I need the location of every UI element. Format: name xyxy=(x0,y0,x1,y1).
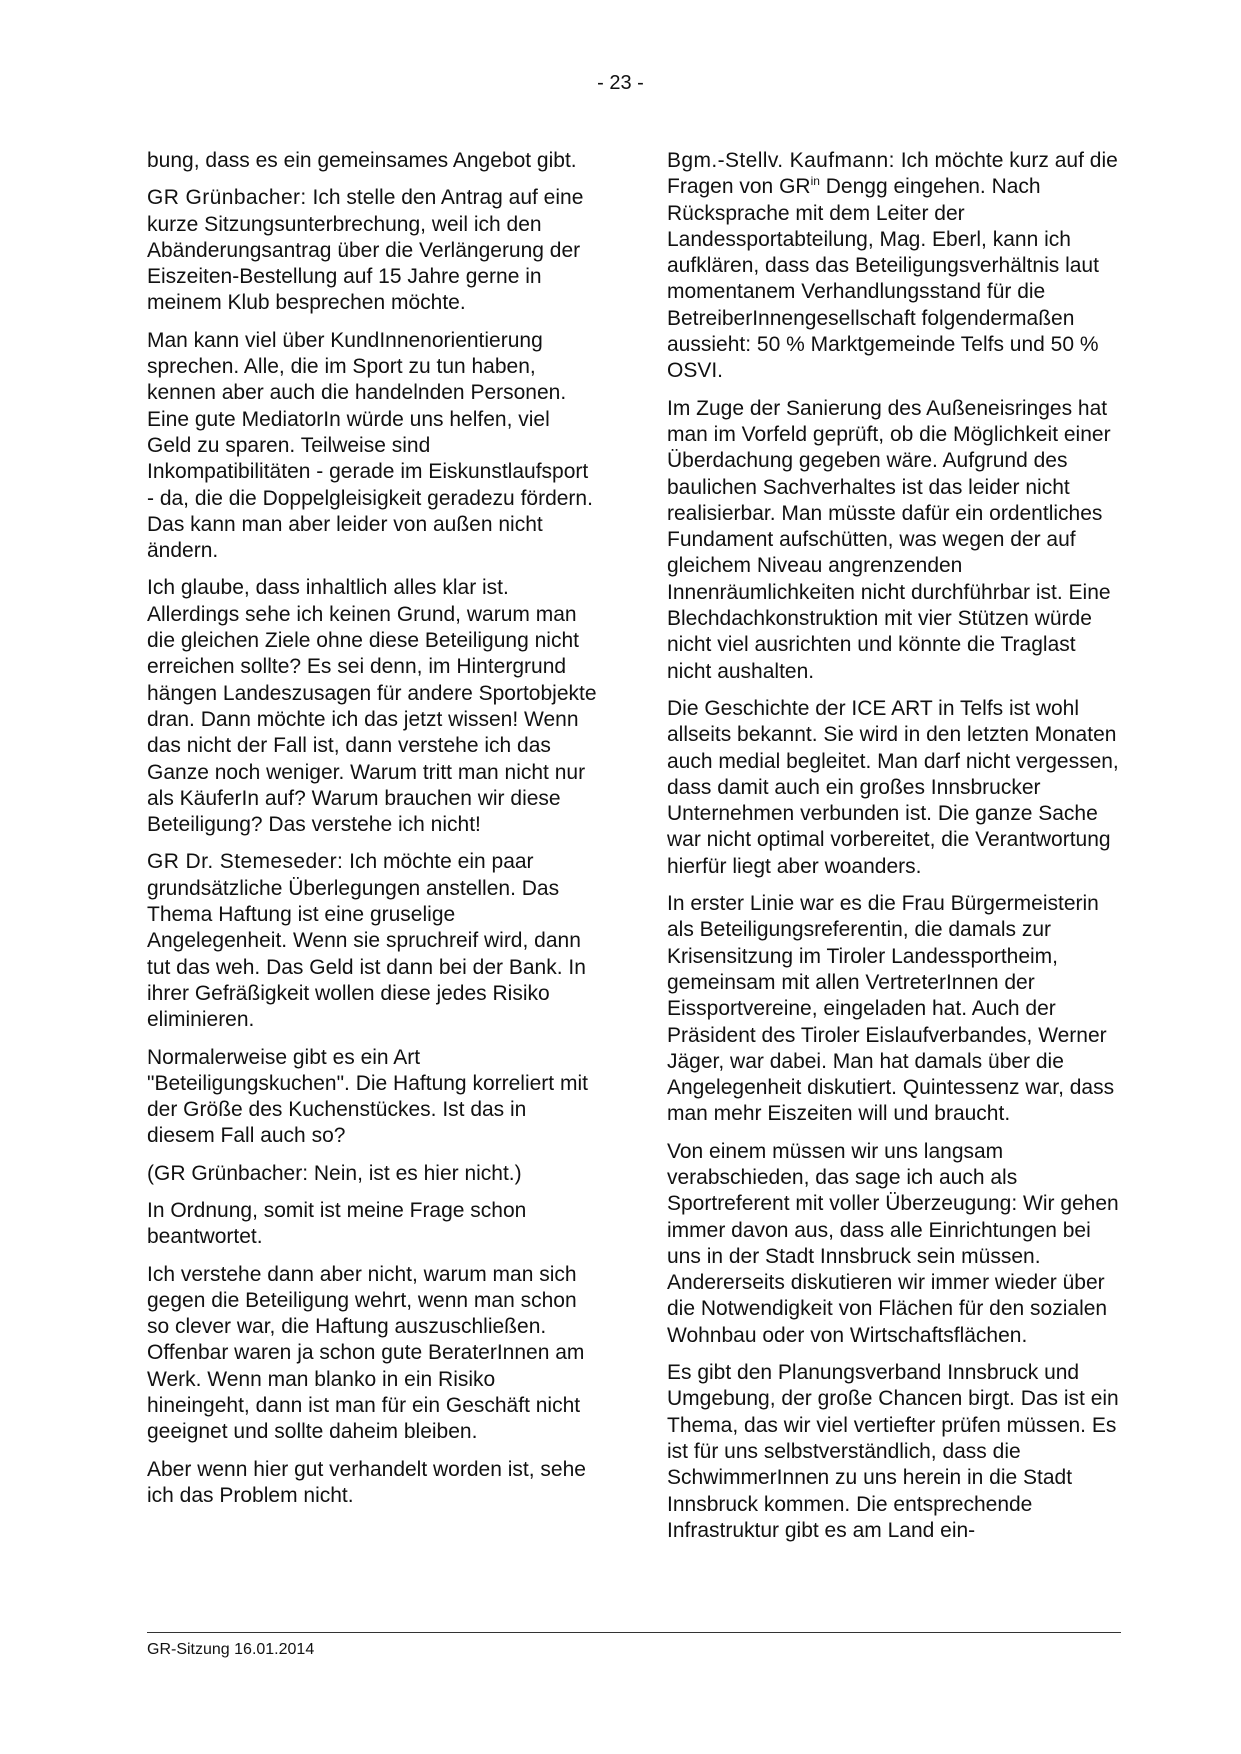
paragraph: bung, dass es ein gemeinsames Angebot gibt. xyxy=(147,149,577,172)
footer-divider xyxy=(147,1632,1121,1633)
paragraph: Ich glaube, dass inhaltlich alles klar ist. Allerdings sehe ich keinen Grund, warum man die gleichen Ziele ohne diese Beteiligung nicht erreichen sollte? Es sei denn, im Hintergrund hängen Landeszusagen für andere Sportobjekte dran. Dann möchte ich das jetzt wissen! Wenn das nicht der Fall ist, dann verstehe ich das Ganze noch weniger. Warum tritt man nicht nur als KäuferIn auf? Warum brauchen wir diese Beteiligung? Das verstehe ich nicht! xyxy=(147,576,597,837)
paragraph: Es gibt den Planungsverband Innsbruck und Umgebung, der große Chancen birgt. Das ist ein Thema, das wir viel vertiefter prüfen müssen. Es ist für uns selbstverständlich, dass die SchwimmerInnen zu uns herein in die Stadt Innsbruck kommen. Die entsprechende Infrastruktur gibt es am Land ein- xyxy=(667,1361,1119,1542)
speech-text: Ich stelle den Antrag auf eine kurze Sitzungsunterbrechung, weil ich den Abänderungsantrag über die Verlängerung der Eiszeiten-Bestellung auf 15 Jahre gerne in meinem Klub besprechen möchte. xyxy=(147,186,584,315)
speech-text: Ich möchte ein paar grundsätzliche Überlegungen anstellen. Das Thema Haftung ist eine gruselige Angelegenheit. Wenn sie spruchreif wird, dann tut das weh. Das Geld ist dann bei der Bank. In ihrer Gefräßigkeit wollen diese jedes Risiko eliminieren. xyxy=(147,850,586,1032)
speech-paragraph xyxy=(667,148,1121,385)
page-number: - 23 - xyxy=(597,72,644,94)
left-column xyxy=(147,148,599,1520)
paragraph: Aber wenn hier gut verhandelt worden ist, sehe ich das Problem nicht. xyxy=(147,1457,586,1507)
speech-paragraph xyxy=(147,849,599,1033)
speaker-name: Bgm.-Stellv. Kaufmann: xyxy=(667,149,895,172)
speech-text: Dengg eingehen. Nach Rücksprache mit dem Leiter der Landessportabteilung, Mag. Eberl, kann ich aufklären, dass das Beteiligungsverhältnis laut momentanem Verhandlungsstand für die BetreiberInnengesellschaft folgendermaßen aussieht: 50 % Marktgemeinde Telfs und 50 % OSVI. xyxy=(667,175,1099,383)
paragraph: Im Zuge der Sanierung des Außeneisringes hat man im Vorfeld geprüft, ob die Möglichkeit einer Überdachung gegeben wäre. Aufgrund des baulichen Sachverhaltes ist das leider nicht realisierbar. Man müsste dafür ein ordentliches Fundament aufschütten, was wegen der auf gleichem Niveau angrenzenden Innenräumlichkeiten nicht durchführbar ist. Eine Blechdachkonstruktion mit vier Stützen würde nicht viel ausrichten und könnte die Traglast nicht aushalten. xyxy=(667,396,1111,683)
right-column xyxy=(667,148,1121,1555)
superscript: in xyxy=(810,174,820,189)
speech-text: Ich möchte kurz auf die Fragen von GR xyxy=(667,149,1118,199)
paragraph: Normalerweise gibt es ein Art "Beteiligungskuchen". Die Haftung korreliert mit der Größe des Kuchenstückes. Ist das in diesem Fall auch so? xyxy=(147,1045,588,1148)
paragraph: In erster Linie war es die Frau Bürgermeisterin als Beteiligungsreferentin, die damals zur Krisensitzung im Tiroler Landessportheim, gemeinsam mit allen VertreterInnen der Eissportvereine, eingeladen hat. Auch der Präsident des Tiroler Eislaufverbandes, Werner Jäger, war dabei. Man hat damals über die Angelegenheit diskutiert. Quintessenz war, dass man mehr Eiszeiten will und braucht. xyxy=(667,892,1115,1126)
paragraph: Die Geschichte der ICE ART in Telfs ist wohl allseits bekannt. Sie wird in den letzten Monaten auch medial begleitet. Man darf nicht vergessen, dass damit auch ein großes Innsbrucker Unternehmen verbunden ist. Die ganze Sache war nicht optimal vorbereitet, die Verantwortung hierfür liegt aber woanders. xyxy=(667,696,1119,878)
speaker-name: GR Grünbacher: xyxy=(147,186,307,210)
speaker-name: GR Dr. Stemeseder: xyxy=(147,850,344,874)
interjection: (GR Grünbacher: Nein, ist es hier nicht.) xyxy=(147,1161,522,1185)
paragraph: In Ordnung, somit ist meine Frage schon beantwortet. xyxy=(147,1198,527,1249)
footer-session-label: GR-Sitzung 16.01.2014 xyxy=(147,1641,315,1658)
speech-paragraph xyxy=(147,185,599,316)
paragraph: Von einem müssen wir uns langsam verabschieden, das sage ich auch als Sportreferent mit voller Überzeugung: Wir gehen immer davon aus, dass alle Einrichtungen bei uns in der Stadt Innsbruck sein müssen. Andererseits diskutieren wir immer wieder über die Notwendigkeit von Flächen für den sozialen Wohnbau oder von Wirtschaftsflächen. xyxy=(667,1139,1119,1347)
paragraph: Ich verstehe dann aber nicht, warum man sich gegen die Beteiligung wehrt, wenn man schon so clever war, die Haftung auszuschließen. Offenbar waren ja schon gute BeraterInnen am Werk. Wenn man blanko in ein Risiko hineingeht, dann ist man für ein Geschäft nicht geeignet und sollte daheim bleiben. xyxy=(147,1262,585,1444)
paragraph: Man kann viel über KundInnenorientierung sprechen. Alle, die im Sport zu tun haben, kennen aber auch die handelnden Personen. Eine gute MediatorIn würde uns helfen, viel Geld zu sparen. Teilweise sind Inkompatibilitäten - gerade im Eiskunstlaufsport - da, die die Doppelgleisigkeit geradezu fördern. Das kann man aber leider von außen nicht ändern. xyxy=(147,328,593,563)
